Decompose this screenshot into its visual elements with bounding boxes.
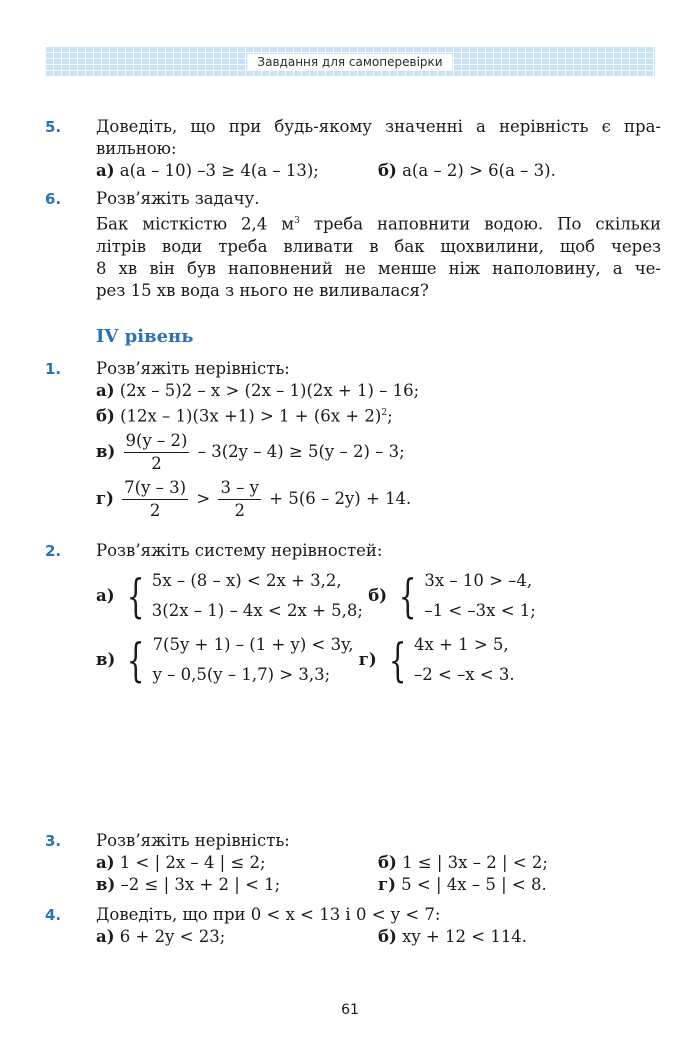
problem-number: 2. bbox=[45, 542, 62, 560]
answer-row: а) 1 < | 2x – 4 | ≤ 2; б) 1 ≤ | 3x – 2 | < 2; bbox=[96, 853, 548, 872]
problem-text: 8 хв він був наповнений не менше ніж наполовину, а че- bbox=[96, 258, 661, 278]
problem-text: рез 15 хв вода з нього не виливалася? bbox=[96, 280, 429, 300]
section-title: Завдання для самоперевірки bbox=[247, 54, 452, 70]
problem-number: 1. bbox=[45, 360, 62, 378]
problem-text: Бак місткістю 2,4 $м^3$ треба наповнити водою. По скільки bbox=[96, 214, 662, 234]
problem-text: літрів води треба вливати в бак щохвилини, щоб через bbox=[96, 236, 661, 256]
answer-row: в) –2 ≤ | 3x + 2 | < 1; г) 5 < | 4x – 5 | < 8. bbox=[96, 875, 547, 894]
problem-text: Доведіть, що при 0 < x < 13 і 0 < y < 7: bbox=[96, 905, 441, 924]
problem-text: Розв’яжіть задачу. bbox=[96, 189, 260, 208]
answer-row: а) 6 + 2y < 23; б) xy + 12 < 114. bbox=[96, 927, 528, 946]
problem-text: Розв’яжіть нерівність: bbox=[96, 831, 290, 850]
part-label: б) bbox=[378, 161, 397, 180]
fraction: $\frac{7(y - 3)}{2}$ bbox=[124, 477, 187, 520]
problem-text: Доведіть, що при будь-якому значенні a нерівність є пра- bbox=[96, 117, 661, 136]
system-c: в) { 7(5y + 1) – (1 + y) < 3y, y – 0,5(y – 1,7) > 3,3; bbox=[96, 633, 354, 687]
answer-row: в) $\frac{9(y - 2)}{2}$ – 3(2y – 4) ≥ 5(y – 2) – 3; bbox=[96, 430, 405, 473]
answer-row: а) (2x – 5)2 – x > (2x – 1)(2x + 1) – 16; bbox=[96, 381, 420, 400]
expression: a(a – 10) –3 ≥ 4(a – 13); bbox=[119, 161, 319, 180]
problem-text: Розв’яжіть систему нерівностей: bbox=[96, 541, 383, 560]
problem-text: вильною: bbox=[96, 139, 177, 158]
system-d: г) { 4x + 1 > 5, –2 < –x < 3. bbox=[358, 633, 515, 687]
system-b: б) { 3x – 10 > –4, –1 < –3x < 1; bbox=[368, 569, 536, 623]
system-a: а) { 5x – (8 – x) < 2x + 3,2, 3(2x – 1) – 4x < 2x + 5,8; bbox=[96, 569, 363, 623]
page-number: 61 bbox=[341, 1002, 359, 1018]
level-heading: IV рівень bbox=[96, 326, 194, 347]
problem-number: 5. bbox=[45, 118, 62, 136]
fraction: $\frac{9(y - 2)}{2}$ bbox=[125, 430, 188, 473]
problem-number: 3. bbox=[45, 832, 62, 850]
section-banner bbox=[45, 47, 655, 77]
problem-number: 4. bbox=[45, 906, 62, 924]
answer-row: г) $\frac{7(y - 3)}{2}$ > $\frac{3 - y}{2}$ + 5(6 – 2y) + 14. bbox=[96, 477, 412, 520]
answer-row: б) $(12x - 1)(3x +1) > 1 + (6x + 2)^2$; bbox=[96, 406, 393, 426]
problem-text: Розв’яжіть нерівність: bbox=[96, 359, 290, 378]
expression: a(a – 2) > 6(a – 3). bbox=[402, 161, 556, 180]
part-label: а) bbox=[96, 161, 115, 180]
fraction: $\frac{3 - y}{2}$ bbox=[220, 477, 259, 520]
problem-number: 6. bbox=[45, 190, 62, 208]
answer-row bbox=[96, 160, 661, 182]
